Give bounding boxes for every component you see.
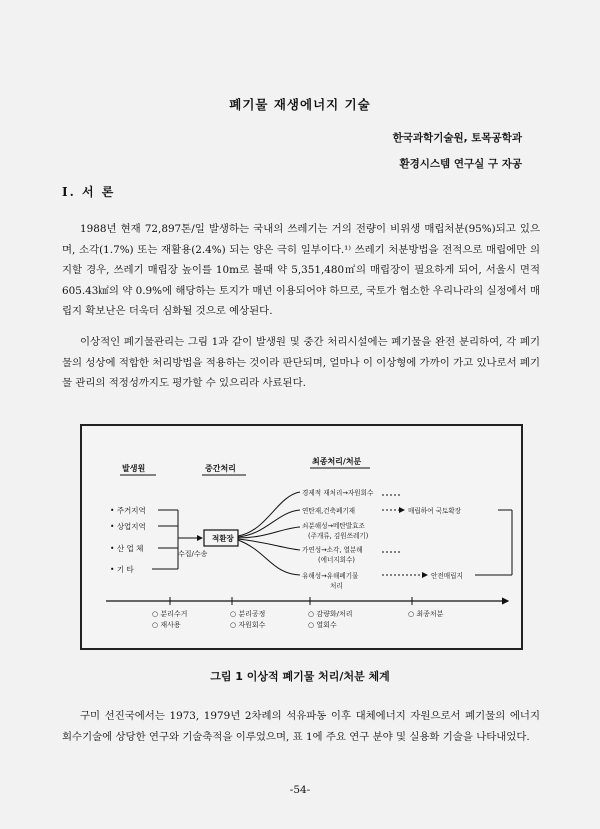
- page-number: -54-: [289, 784, 311, 796]
- legend-separation-process: ○ 분리공정: [230, 610, 266, 618]
- header-final: 최종처리/처분: [312, 457, 362, 466]
- collection-label: 수집/수송: [178, 550, 208, 558]
- process-hazardous: 유해성→유해폐기물: [302, 572, 359, 580]
- figure-1-diagram: [80, 424, 523, 650]
- legend-separation: ○ 분리수거: [152, 610, 188, 618]
- final-land-reclamation: 매립하여 국토확장: [408, 507, 462, 515]
- legend-heat-recovery: ○ 열회수: [308, 621, 337, 629]
- legend-final-disposal: ○ 최종처분: [408, 610, 444, 618]
- process-briquette: 연탄재,건축폐기재: [302, 507, 356, 515]
- affiliation-lab-author: 환경시스템 연구실 구 자공: [399, 158, 522, 170]
- figure-caption: 그림 1 이상적 폐기물 처리/처분 체계: [210, 670, 390, 683]
- affiliation-institution: 한국과학기술원, 토목공학과: [392, 132, 522, 144]
- process-hazardous-detail: 처리: [330, 582, 343, 590]
- process-recycling: 경제적 재처리→자원회수: [302, 489, 374, 497]
- section-heading: I. 서 론: [62, 185, 116, 199]
- process-combustible-detail: (에너지회수): [318, 556, 355, 564]
- paragraph-3-text: 구미 선진국에서는 1973, 1979년 2차례의 석유파동 이후 대체에너지 자원으로서 폐기물의 에너지 회수기술에 상당한 연구와 기술축적을 이루었으며, 표 1에 주요 연구 분야 및 실용화 기술을 나타내었다.: [62, 710, 540, 743]
- source-residential: • 주거지역: [110, 506, 146, 515]
- final-safe-landfill: 안전매립지: [431, 572, 463, 580]
- fan-line-3: [238, 527, 300, 538]
- process-biodegradable: 쇠분해성→메탄발효조: [302, 522, 365, 530]
- paragraph-1-text: 1988년 현재 72,897톤/일 발생하는 국내의 쓰레기는 거의 전량이 비위생 매립처분(95%)되고 있으며, 소각(1.7%) 또는 재활용(2.4%) 되는 양은 극히 일부이다.¹⁾ 쓰레기 처분방법을 전적으로 매립에만 의지할 경우, 쓰레기 매립장 높이를 10m로 볼때 약 5,351,480㎡의 매립장이 필요하게 되어, 서울시 면적 605.43㎢의 약 0.9%에 해당하는 토지가 매년 이용되어야 하므로, 국토가 협소한 우리나라의 실정에서 매립지 확보난은 더욱더 심화될 것으로 예상된다.: [62, 223, 540, 317]
- transfer-station-label: 적환장: [212, 534, 234, 543]
- process-biodegradable-detail: (주개류, 김원쓰레기): [308, 532, 369, 540]
- paragraph-2-text: 이상적인 폐기물관리는 그림 1과 같이 발생원 및 중간 처리시설에는 폐기물을 완전 분리하여, 각 폐기물의 성상에 적합한 처리방법을 적용하는 것이라 판단되며, 얼마나 이 이상형에 가까이 가고 있나로서 폐기물 관리의 적정성까지도 평가할 수 있으리라 사료된다.: [62, 336, 540, 389]
- header-source: 발생원: [122, 464, 146, 473]
- source-commercial: • 상업지역: [110, 522, 146, 531]
- legend-resource-recovery: ○ 자원회수: [230, 621, 266, 629]
- paragraph-2: [62, 332, 540, 394]
- figure-1-svg: [82, 426, 521, 648]
- source-other: • 기 타: [110, 565, 134, 574]
- header-intermediate: 중간처리: [205, 464, 236, 473]
- source-industrial: • 산 업 체: [110, 544, 144, 553]
- paper-title: 폐기물 재생에너지 기술: [229, 97, 371, 112]
- fan-line-1: [238, 492, 300, 536]
- process-combustible: 가연성→소각, 열분해: [302, 546, 363, 554]
- legend-reuse: ○ 재사용: [152, 621, 181, 629]
- paragraph-1: [62, 219, 540, 322]
- paragraph-3: [62, 706, 540, 747]
- fan-line-5: [238, 540, 300, 575]
- legend-reduction: ○ 감량화/처리: [308, 610, 353, 618]
